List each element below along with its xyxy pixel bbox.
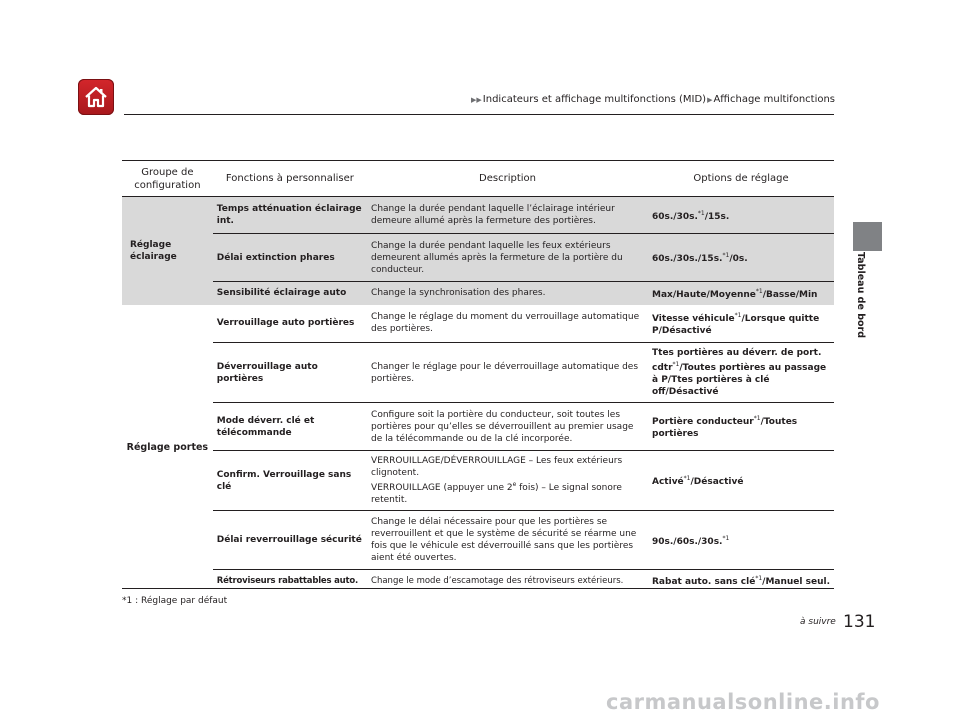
- table-row: [122, 234, 834, 282]
- function-name: Déverrouillage auto portières: [213, 343, 367, 403]
- function-name: Confirm. Verrouillage sans clé: [213, 451, 367, 511]
- function-options: Activé$^{*1}$/Désactivé: [648, 451, 834, 511]
- table-row: [122, 451, 834, 511]
- table-row: [122, 511, 834, 570]
- function-name: Temps atténuation éclairage int.: [213, 197, 367, 234]
- table-row: [122, 305, 834, 343]
- section-side-label: Tableau de bord: [855, 252, 866, 339]
- function-options: Rabat auto. sans clé$^{*1}$/Manuel seul.: [652, 575, 830, 588]
- settings-table: [122, 160, 834, 592]
- table-row: [122, 403, 834, 451]
- home-icon: [82, 83, 110, 111]
- table-row: [122, 282, 834, 305]
- function-description: Configure soit la portière du conducteur, soit toutes les portières pour qu’elles se déverrouillent au premier usage de la télécommande ou de la clé incorporée.: [367, 403, 648, 451]
- arrow-right-icon: ▶▶: [471, 96, 482, 104]
- header-description: Description: [367, 161, 648, 197]
- function-name: Mode déverr. clé et télécommande: [213, 403, 367, 451]
- home-button[interactable]: [78, 79, 114, 115]
- function-name: Verrouillage auto portières: [213, 305, 367, 343]
- function-options: Portière conducteur$^{*1}$/Toutes portières: [648, 403, 834, 451]
- function-name: Délai reverrouillage sécurité: [213, 511, 367, 570]
- group-lighting: Réglage éclairage: [122, 197, 213, 305]
- function-options: Max/Haute/Moyenne$^{*1}$/Basse/Min: [648, 282, 834, 305]
- function-options: Ttes portières au déverr. de port. cdtr$^{*1}$/Toutes portières au passage à P/Ttes portières à clé off/Désactivé: [648, 343, 834, 403]
- function-description: Change la synchronisation des phares.: [367, 282, 648, 305]
- arrow-right-icon: ▶: [707, 96, 713, 104]
- function-description: Change le mode d’escamotage des rétroviseurs extérieurs.: [371, 575, 624, 586]
- function-options: 90s./60s./30s.$^{*1}$: [648, 511, 834, 570]
- header-function: Fonctions à personnaliser: [213, 161, 367, 197]
- footnote: *1 : Réglage par défaut: [122, 596, 228, 606]
- function-description: VERROUILLAGE/DÉVERROUILLAGE – Les feux extérieurs clignotent. VERROUILLAGE (appuyer une 2e fois) – Le signal sonore retentit.: [367, 451, 648, 511]
- watermark: carmanualsonline.info: [606, 690, 880, 714]
- table-row: [122, 197, 834, 234]
- function-options: 60s./30s./15s.$^{*1}$/0s.: [648, 234, 834, 282]
- function-description: Changer le réglage pour le déverrouillage automatique des portières.: [367, 343, 648, 403]
- header-options: Options de réglage: [648, 161, 834, 197]
- function-description: Change le délai nécessaire pour que les portières se reverrouillent et que le système de sécurité se réarme une fois que le véhicule est déverrouillé sans que les portières aient été ouvertes.: [367, 511, 648, 570]
- function-description: Change la durée pendant laquelle l’éclairage intérieur demeure allumé après la fermeture des portières.: [367, 197, 648, 234]
- group-doors: Réglage portes: [126, 442, 209, 453]
- function-name: Sensibilité éclairage auto: [213, 282, 367, 305]
- function-description: Change le réglage du moment du verrouillage automatique des portières.: [367, 305, 648, 343]
- section-tab-marker: [853, 222, 882, 251]
- page-number: 131: [843, 612, 876, 632]
- breadcrumb: [470, 94, 835, 105]
- function-options: 60s./30s.$^{*1}$/15s.: [648, 197, 834, 234]
- function-options: Vitesse véhicule$^{*1}$/Lorsque quitte P/Désactivé: [648, 305, 834, 343]
- function-name: Délai extinction phares: [213, 234, 367, 282]
- header-group: Groupe de configuration: [122, 161, 213, 197]
- breadcrumb-current[interactable]: Affichage multifonctions: [713, 94, 836, 105]
- breadcrumb-parent[interactable]: Indicateurs et affichage multifonctions (MID): [482, 94, 707, 105]
- header-rule: [124, 114, 834, 115]
- table-bottom-rule: [122, 588, 834, 589]
- continued-label: à suivre: [800, 617, 836, 627]
- function-name: Rétroviseurs rabattables auto.: [216, 575, 359, 586]
- table-row: [122, 343, 834, 403]
- table-header-row: [122, 161, 834, 197]
- function-description: Change la durée pendant laquelle les feux extérieurs demeurent allumés après la fermeture de la portière du conducteur.: [367, 234, 648, 282]
